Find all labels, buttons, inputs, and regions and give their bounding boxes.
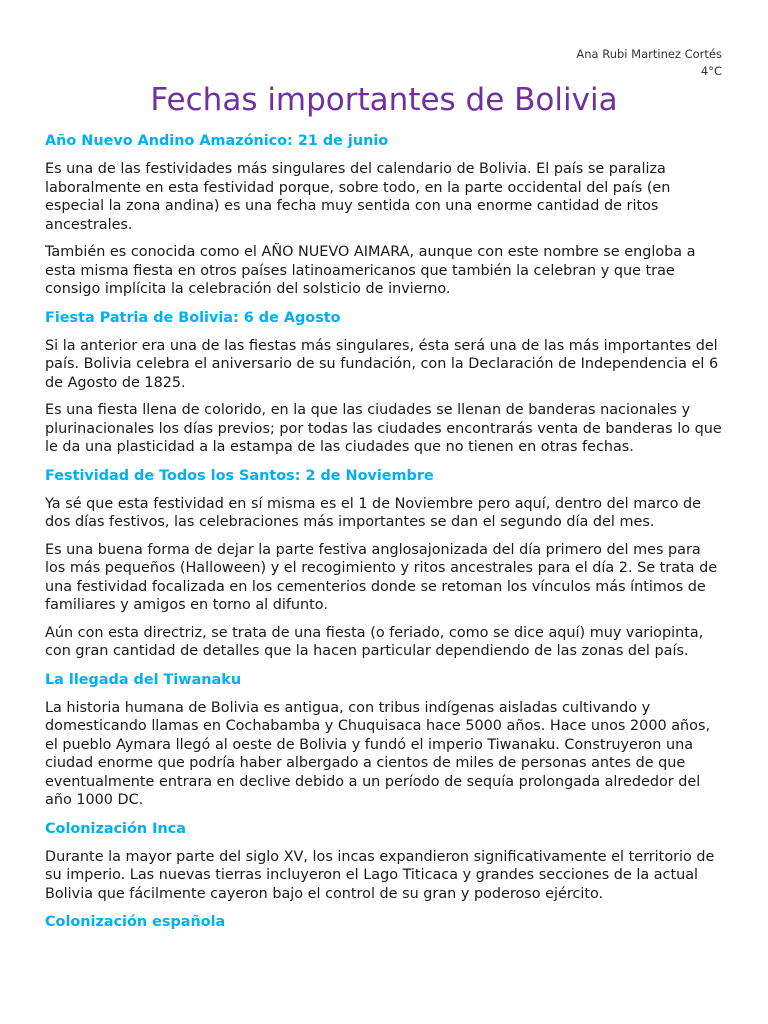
section <box>45 308 722 457</box>
section <box>45 466 722 661</box>
section <box>45 131 722 299</box>
paragraph: Durante la mayor parte del siglo XV, los incas expandieron significativamente el territorio de su imperio. Las nuevas tierras incluyeron el Lago Titicaca y grandes secciones de la actual Bolivia que fácilmente cayeron bajo el control de su gran y poderoso ejército. <box>45 848 715 902</box>
paragraph: Ya sé que esta festividad en sí misma es el 1 de Noviembre pero aquí, dentro del marco de dos días festivos, las celebraciones más importantes se dan el segundo día del mes. <box>45 495 701 530</box>
document-body <box>45 131 722 941</box>
grade-label: 4°C <box>700 64 722 78</box>
section-heading: Colonización española <box>45 914 226 930</box>
paragraph: Si la anterior era una de las fiestas más singulares, ésta será una de las más importantes del país. Bolivia celebra el aniversario de su fundación, con la Declaración de Independencia el 6 de Agosto de 1825. <box>45 337 719 391</box>
section <box>45 819 722 904</box>
paragraph: Es una fiesta llena de colorido, en la que las ciudades se llenan de banderas nacionales y plurinacionales los días previos; por todas las ciudades encontrarás venta de banderas lo que le da una plasticidad a la estampa de las ciudades que no tienen en otras fechas. <box>45 402 722 455</box>
paragraph: La historia humana de Bolivia es antigua, con tribus indígenas aisladas cultivando y domesticando llamas en Cochabamba y Chuquisaca hace 5000 años. Hace unos 2000 años, el pueblo Aymara llegó al oeste de Bolivia y fundó el imperio Tiwanaku. Construyeron una ciudad enorme que podría haber albergado a cientos de miles de personas antes de que eventualmente entrara en declive debido a un período de sequía prolongada alrededor del año 1000 DC. <box>45 699 711 808</box>
section <box>45 670 722 810</box>
section-heading: Festividad de Todos los Santos: 2 de Noviembre <box>45 467 434 484</box>
section-heading: Colonización Inca <box>45 820 186 837</box>
section-heading: La llegada del Tiwanaku <box>45 671 242 688</box>
section-heading: Fiesta Patria de Bolivia: 6 de Agosto <box>45 309 341 326</box>
document-title: Fechas importantes de Bolivia <box>150 82 618 118</box>
paragraph: También es conocida como el AÑO NUEVO AIMARA, aunque con este nombre se engloba a esta misma fiesta en otros países latinoamericanos que también la celebran y que trae consigo implícita la celebración del solsticio de invierno. <box>45 244 696 297</box>
paragraph: Aún con esta directriz, se trata de una fiesta (o feriado, como se dice aquí) muy variopinta, con gran cantidad de detalles que la hacen particular dependiendo de las zonas del país. <box>45 624 704 659</box>
author-block <box>576 46 722 80</box>
paragraph: Es una de las festividades más singulares del calendario de Bolivia. El país se paraliza laboralmente en esta festividad porque, sobre todo, en la parte occidental del país (en especial la zona andina) es una fecha muy sentida con una enorme cantidad de ritos ancestrales. <box>45 161 671 233</box>
section-heading: Año Nuevo Andino Amazónico: 21 de junio <box>45 133 389 149</box>
section <box>45 912 722 932</box>
paragraph: Es una buena forma de dejar la parte festiva anglosajonizada del día primero del mes para los más pequeños (Halloween) y el recogimiento y ritos ancestrales para el día 2. Se trata de una festividad focalizada en los cementerios donde se retoman los vínculos más íntimos de familiares y amigos en torno al difunto. <box>45 541 718 613</box>
author-name: Ana Rubi Martinez Cortés <box>576 47 722 61</box>
